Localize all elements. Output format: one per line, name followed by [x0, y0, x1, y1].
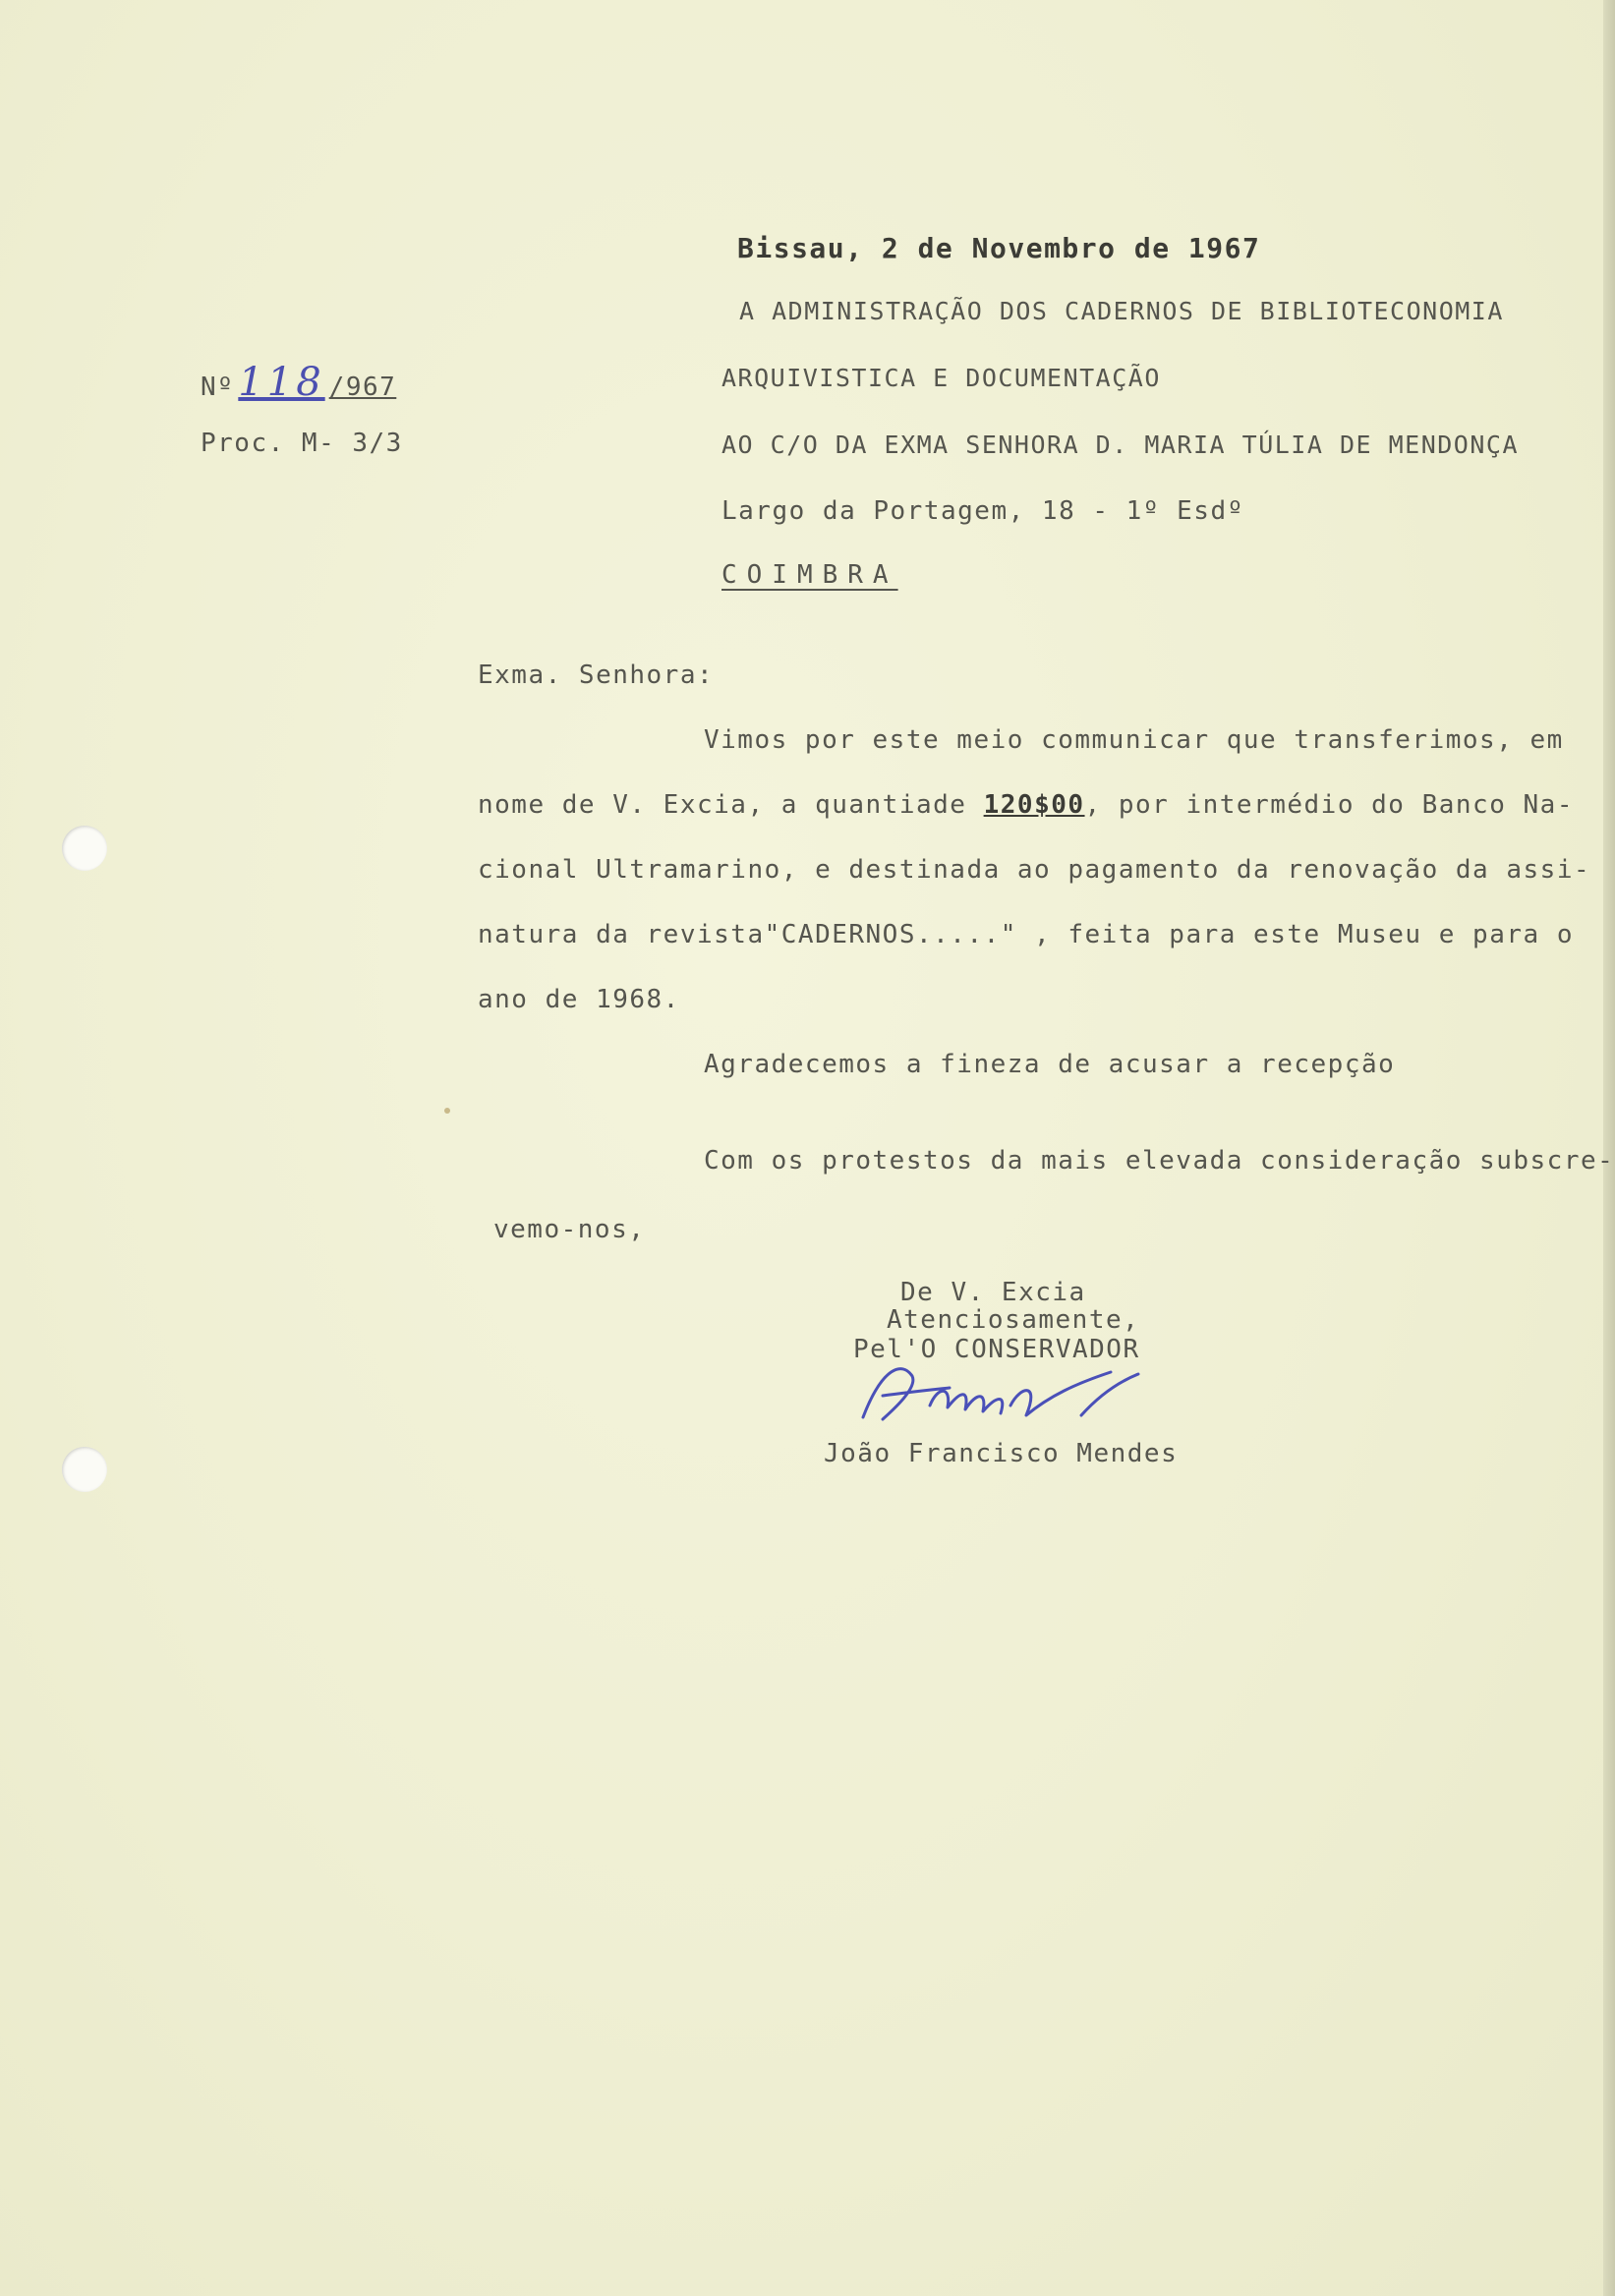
salutation: Exma. Senhora:	[478, 660, 715, 690]
closing-paragraph-line-2: vemo-nos,	[493, 1215, 646, 1244]
punch-hole-bottom	[62, 1447, 107, 1492]
acknowledgement-line: Agradecemos a fineza de acusar a recepção	[704, 1050, 1396, 1079]
body-line-2-start: nome de V. Excia, a quantiade	[478, 790, 984, 820]
body-line-3: cional Ultramarino, e destinada ao pagamento da renovação da assi-	[478, 855, 1591, 885]
transfer-amount: 120$00	[983, 790, 1085, 820]
body-line-5: ano de 1968.	[478, 985, 680, 1014]
process-reference: Proc. M- 3/3	[201, 429, 403, 458]
recipient-city: COIMBRA	[721, 560, 898, 590]
recipient-line-2: ARQUIVISTICA E DOCUMENTAÇÃO	[721, 364, 1161, 392]
closing-line-1: De V. Excia	[900, 1278, 1086, 1307]
closing-paragraph-line-1: Com os protestos da mais elevada consideração subscre-	[704, 1146, 1615, 1176]
recipient-line-3: AO C/O DA EXMA SENHORA D. MARIA TÚLIA DE MENDONÇA	[721, 430, 1520, 459]
reference-suffix: /967	[328, 373, 397, 402]
recipient-address: Largo da Portagem, 18 - 1º Esdº	[721, 496, 1244, 526]
recipient-line-1: A ADMINISTRAÇÃO DOS CADERNOS DE BIBLIOTECONOMIA	[739, 297, 1504, 325]
reference-prefix: Nº	[201, 373, 235, 402]
body-line-2	[478, 790, 1574, 820]
reference-number	[201, 360, 396, 405]
body-line-1: Vimos por este meio communicar que transferimos, em	[704, 725, 1564, 755]
closing-line-3: Pel'O CONSERVADOR	[853, 1335, 1140, 1364]
closing-line-2: Atenciosamente,	[887, 1305, 1140, 1335]
handwritten-signature	[853, 1356, 1148, 1435]
body-line-2-end: , por intermédio do Banco Na-	[1084, 790, 1574, 820]
body-line-4: natura da revista"CADERNOS....." , feita para este Museu e para o	[478, 920, 1574, 949]
signatory-name: João Francisco Mendes	[824, 1439, 1179, 1468]
punch-hole-top	[62, 826, 107, 871]
date-line: Bissau, 2 de Novembro de 1967	[737, 232, 1261, 264]
paper-speck	[444, 1108, 450, 1114]
reference-handwritten-number: 118	[238, 360, 325, 405]
